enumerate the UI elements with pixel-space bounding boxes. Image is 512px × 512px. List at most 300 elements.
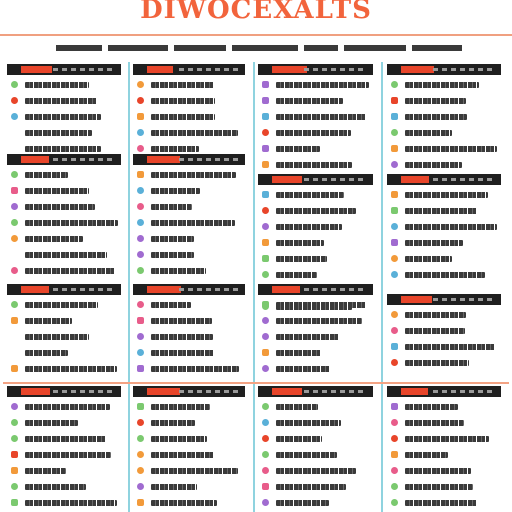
- list-item-text: [151, 236, 194, 242]
- panel-header: [7, 284, 121, 295]
- list-item-text: [25, 500, 117, 506]
- list-bullet-icon: [262, 97, 269, 104]
- panel-list-item: [7, 400, 125, 416]
- list-item-text: [25, 268, 115, 274]
- list-item-text: [276, 318, 362, 324]
- panel-list-item: [133, 94, 249, 110]
- cheat-sheet-panel: [387, 174, 505, 284]
- panel-header-tag: [147, 388, 180, 395]
- panel-list-item: [387, 110, 505, 126]
- panel-list-item: [7, 232, 125, 248]
- panel-list-item: [133, 78, 249, 94]
- list-bullet-icon: [391, 499, 398, 506]
- panel-header-tag: [401, 66, 434, 73]
- panel-list-item: [387, 220, 505, 236]
- list-item-text: [276, 208, 356, 214]
- list-item-text: [405, 208, 477, 214]
- list-bullet-icon: [391, 359, 398, 366]
- cheat-sheet-panel: [387, 64, 505, 174]
- list-item-text: [405, 162, 462, 168]
- list-item-text: [151, 302, 191, 308]
- list-item-text: [405, 452, 448, 458]
- page-heading: DIWOCEXALTS: [140, 0, 372, 24]
- panel-list-item: [7, 126, 125, 142]
- cheat-sheet-panel: [133, 284, 249, 378]
- panel-list-item: [133, 126, 249, 142]
- panel-list-item: [133, 314, 249, 330]
- list-item-text: [25, 452, 111, 458]
- list-item-text: [25, 146, 101, 152]
- panel-header: [133, 386, 245, 397]
- panel-list-item: [258, 158, 377, 174]
- list-bullet-icon: [262, 365, 269, 372]
- panel-list-item: [258, 298, 377, 314]
- list-item-text: [151, 420, 195, 426]
- panel-list-item: [258, 252, 377, 268]
- list-bullet-icon: [262, 467, 269, 474]
- list-item-text: [151, 452, 214, 458]
- panel-list-item: [387, 400, 505, 416]
- list-bullet-icon: [262, 317, 269, 324]
- panel-header-text: [304, 178, 367, 181]
- list-item-text: [151, 130, 238, 136]
- list-bullet-icon: [391, 403, 398, 410]
- panel-header-tag: [401, 296, 432, 303]
- list-bullet-icon: [262, 301, 269, 308]
- list-bullet-icon: [262, 271, 269, 278]
- panel-list-item: [258, 78, 377, 94]
- list-bullet-icon: [11, 403, 18, 410]
- panel-list-item: [258, 110, 377, 126]
- list-item-text: [276, 162, 352, 168]
- panel-list-item: [7, 416, 125, 432]
- list-bullet-icon: [11, 187, 18, 194]
- panel-list-item: [258, 314, 377, 330]
- panel-list-item: [133, 330, 249, 346]
- list-item-text: [276, 436, 322, 442]
- list-bullet-icon: [137, 187, 144, 194]
- panel-list-item: [387, 432, 505, 448]
- panel-list-item: [7, 496, 125, 512]
- list-bullet-icon: [262, 207, 269, 214]
- cheat-sheet-panel: [258, 64, 377, 174]
- list-item-text: [405, 192, 488, 198]
- list-item-text: [405, 436, 489, 442]
- list-bullet-icon: [137, 349, 144, 356]
- list-item-text: [276, 302, 366, 308]
- panel-list-item: [133, 432, 249, 448]
- panel-header: [133, 154, 245, 165]
- list-item-text: [25, 188, 89, 194]
- panel-header: [387, 64, 501, 75]
- panel-list-item: [387, 356, 505, 372]
- panel-header-text: [179, 390, 239, 393]
- list-bullet-icon: [137, 171, 144, 178]
- list-bullet-icon: [11, 301, 18, 308]
- list-item-text: [276, 130, 351, 136]
- list-bullet-icon: [11, 219, 18, 226]
- panel-list-item: [133, 362, 249, 378]
- list-bullet-icon: [11, 317, 18, 324]
- panel-list-item: [387, 78, 505, 94]
- list-item-text: [25, 252, 107, 258]
- list-bullet-icon: [391, 81, 398, 88]
- panel-list-item: [387, 480, 505, 496]
- panel-header-text: [53, 68, 115, 71]
- list-item-text: [151, 82, 214, 88]
- list-item-text: [151, 188, 200, 194]
- list-bullet-icon: [262, 223, 269, 230]
- list-bullet-icon: [137, 499, 144, 506]
- list-bullet-icon: [11, 97, 18, 104]
- panel-header-text: [304, 288, 367, 291]
- list-bullet-icon: [391, 239, 398, 246]
- list-bullet-icon: [391, 271, 398, 278]
- panel-list-item: [387, 236, 505, 252]
- panel-list-item: [133, 496, 249, 512]
- list-item-text: [151, 350, 214, 356]
- list-item-text: [405, 360, 469, 366]
- panel-list-item: [258, 362, 377, 378]
- list-item-text: [405, 404, 458, 410]
- panel-header-tag: [272, 286, 300, 293]
- panel-header-text: [53, 288, 115, 291]
- panel-header-text: [179, 158, 239, 161]
- list-item-text: [151, 252, 194, 258]
- list-bullet-icon: [391, 419, 398, 426]
- list-bullet-icon: [11, 435, 18, 442]
- list-item-text: [405, 468, 471, 474]
- panel-list-item: [258, 464, 377, 480]
- panel-list-item: [133, 184, 249, 200]
- list-bullet-icon: [11, 203, 18, 210]
- list-item-text: [405, 82, 479, 88]
- panel-list-item: [387, 94, 505, 110]
- panel-header-text: [433, 68, 495, 71]
- panel-list-item: [133, 480, 249, 496]
- list-item-text: [151, 318, 212, 324]
- list-bullet-icon: [262, 113, 269, 120]
- panel-list-item: [258, 496, 377, 512]
- panel-list-item: [387, 158, 505, 174]
- list-bullet-icon: [11, 365, 18, 372]
- panel-header: [7, 386, 121, 397]
- list-item-text: [151, 436, 207, 442]
- panel-list-item: [7, 216, 125, 232]
- list-bullet-icon: [391, 97, 398, 104]
- list-item-text: [276, 500, 329, 506]
- panel-list-item: [258, 188, 377, 204]
- list-bullet-icon: [391, 343, 398, 350]
- cheat-sheet-panel: [258, 386, 377, 512]
- panel-list-item: [7, 314, 125, 330]
- list-bullet-icon: [137, 129, 144, 136]
- panel-list-item: [133, 216, 249, 232]
- list-item-text: [276, 366, 330, 372]
- panel-list-item: [7, 168, 125, 184]
- page-subtitle: [50, 41, 470, 55]
- panel-header-text: [433, 298, 495, 301]
- list-bullet-icon: [11, 235, 18, 242]
- panel-header: [387, 174, 501, 185]
- panel-header: [387, 294, 501, 305]
- list-item-text: [151, 220, 235, 226]
- panel-list-item: [387, 204, 505, 220]
- column-divider: [253, 62, 255, 512]
- panel-header-tag: [147, 156, 180, 163]
- panel-list-item: [7, 346, 125, 362]
- list-item-text: [151, 468, 238, 474]
- panel-list-item: [258, 480, 377, 496]
- list-bullet-icon: [262, 191, 269, 198]
- cheat-sheet-panel: [258, 284, 377, 378]
- list-item-text: [276, 146, 320, 152]
- list-item-text: [25, 302, 98, 308]
- panel-list-item: [133, 264, 249, 280]
- panel-header-text: [53, 158, 115, 161]
- list-item-text: [151, 204, 192, 210]
- panel-header-text: [179, 288, 239, 291]
- cheat-sheet-panel: [387, 386, 505, 512]
- list-bullet-icon: [262, 403, 269, 410]
- list-item-text: [25, 318, 72, 324]
- list-bullet-icon: [262, 81, 269, 88]
- panel-header: [258, 386, 373, 397]
- list-item-text: [276, 484, 346, 490]
- panel-list-item: [258, 126, 377, 142]
- list-item-text: [25, 484, 86, 490]
- list-bullet-icon: [391, 483, 398, 490]
- list-item-text: [405, 240, 463, 246]
- list-item-text: [405, 328, 465, 334]
- list-item-text: [405, 484, 473, 490]
- panel-header-tag: [272, 66, 307, 73]
- list-item-text: [25, 98, 97, 104]
- list-item-text: [276, 256, 327, 262]
- panel-list-item: [133, 416, 249, 432]
- list-bullet-icon: [137, 267, 144, 274]
- cheat-sheet-panel: [133, 154, 249, 280]
- list-bullet-icon: [137, 81, 144, 88]
- list-bullet-icon: [391, 145, 398, 152]
- panel-list-item: [133, 346, 249, 362]
- list-item-text: [276, 98, 343, 104]
- list-item-text: [405, 420, 464, 426]
- list-item-text: [405, 114, 467, 120]
- list-bullet-icon: [262, 333, 269, 340]
- list-item-text: [25, 236, 83, 242]
- list-bullet-icon: [391, 311, 398, 318]
- panel-header-tag: [272, 176, 302, 183]
- panel-list-item: [133, 248, 249, 264]
- list-bullet-icon: [262, 161, 269, 168]
- list-item-text: [276, 350, 321, 356]
- list-bullet-icon: [11, 467, 18, 474]
- list-item-text: [276, 82, 369, 88]
- panel-list-item: [258, 94, 377, 110]
- panel-list-item: [133, 110, 249, 126]
- panel-list-item: [7, 78, 125, 94]
- list-bullet-icon: [262, 349, 269, 356]
- panel-list-item: [387, 448, 505, 464]
- panel-list-item: [387, 126, 505, 142]
- panel-list-item: [387, 340, 505, 356]
- list-item-text: [276, 114, 366, 120]
- panel-list-item: [258, 330, 377, 346]
- panel-list-item: [258, 416, 377, 432]
- list-item-text: [151, 268, 206, 274]
- list-item-text: [25, 82, 89, 88]
- list-bullet-icon: [11, 419, 18, 426]
- panel-list-item: [258, 448, 377, 464]
- panel-header: [7, 154, 121, 165]
- panel-list-item: [387, 308, 505, 324]
- list-bullet-icon: [137, 333, 144, 340]
- list-item-text: [151, 114, 215, 120]
- panel-list-item: [258, 268, 377, 284]
- list-item-text: [151, 146, 199, 152]
- list-bullet-icon: [391, 129, 398, 136]
- list-bullet-icon: [262, 255, 269, 262]
- list-bullet-icon: [262, 145, 269, 152]
- panel-list-item: [258, 346, 377, 362]
- list-item-text: [25, 350, 68, 356]
- panel-header: [133, 64, 245, 75]
- list-item-text: [25, 204, 95, 210]
- list-bullet-icon: [137, 219, 144, 226]
- list-bullet-icon: [11, 113, 18, 120]
- panel-list-item: [133, 298, 249, 314]
- panel-list-item: [7, 248, 125, 264]
- list-item-text: [151, 98, 215, 104]
- list-bullet-icon: [262, 419, 269, 426]
- cheat-sheet-panel: [7, 284, 125, 378]
- list-bullet-icon: [137, 251, 144, 258]
- panel-list-item: [258, 236, 377, 252]
- list-item-text: [405, 272, 485, 278]
- panel-list-item: [7, 448, 125, 464]
- list-item-text: [25, 130, 92, 136]
- panel-header-tag: [21, 156, 49, 163]
- list-bullet-icon: [262, 129, 269, 136]
- list-item-text: [276, 452, 337, 458]
- panel-header-text: [304, 68, 367, 71]
- cheat-sheet-panel: [133, 386, 249, 512]
- list-bullet-icon: [391, 161, 398, 168]
- list-item-text: [276, 272, 317, 278]
- panel-header-tag: [147, 66, 173, 73]
- list-item-text: [276, 404, 318, 410]
- panel-list-item: [133, 448, 249, 464]
- list-bullet-icon: [262, 483, 269, 490]
- subtitle-scribble: [50, 41, 470, 55]
- list-bullet-icon: [262, 499, 269, 506]
- panel-list-item: [258, 204, 377, 220]
- panel-list-item: [258, 142, 377, 158]
- list-bullet-icon: [137, 365, 144, 372]
- list-item-text: [151, 334, 213, 340]
- list-item-text: [25, 220, 118, 226]
- list-bullet-icon: [391, 113, 398, 120]
- list-bullet-icon: [11, 81, 18, 88]
- list-item-text: [25, 468, 66, 474]
- column-divider: [381, 62, 383, 512]
- list-item-text: [405, 500, 477, 506]
- list-bullet-icon: [391, 451, 398, 458]
- list-bullet-icon: [391, 207, 398, 214]
- list-item-text: [151, 172, 236, 178]
- list-item-text: [25, 404, 110, 410]
- panel-header-tag: [401, 176, 429, 183]
- column-divider: [128, 62, 130, 512]
- panel-list-item: [133, 200, 249, 216]
- panel-header-text: [53, 390, 115, 393]
- list-item-text: [405, 98, 466, 104]
- panel-list-item: [7, 200, 125, 216]
- panel-list-item: [7, 94, 125, 110]
- list-bullet-icon: [137, 317, 144, 324]
- list-bullet-icon: [11, 171, 18, 178]
- list-bullet-icon: [262, 451, 269, 458]
- panel-header-tag: [401, 388, 428, 395]
- panel-list-item: [7, 264, 125, 280]
- panel-header: [387, 386, 501, 397]
- list-item-text: [276, 240, 324, 246]
- panel-header-text: [179, 68, 239, 71]
- list-item-text: [276, 468, 356, 474]
- panel-header: [258, 284, 373, 295]
- panel-list-item: [387, 496, 505, 512]
- list-bullet-icon: [391, 327, 398, 334]
- list-item-text: [276, 192, 344, 198]
- panel-header: [258, 174, 373, 185]
- panel-list-item: [258, 400, 377, 416]
- list-bullet-icon: [137, 113, 144, 120]
- panel-list-item: [258, 432, 377, 448]
- list-bullet-icon: [137, 145, 144, 152]
- panel-list-item: [387, 416, 505, 432]
- list-bullet-icon: [137, 97, 144, 104]
- panel-list-item: [133, 464, 249, 480]
- list-bullet-icon: [391, 223, 398, 230]
- list-bullet-icon: [11, 451, 18, 458]
- panel-header-text: [433, 390, 495, 393]
- cheat-sheet-board: [3, 62, 509, 512]
- cheat-sheet-panel: [133, 64, 249, 158]
- panel-header: [7, 64, 121, 75]
- list-item-text: [25, 366, 117, 372]
- list-bullet-icon: [137, 235, 144, 242]
- cheat-sheet-panel: [7, 154, 125, 280]
- panel-list-item: [7, 298, 125, 314]
- list-item-text: [151, 366, 239, 372]
- list-item-text: [25, 334, 89, 340]
- list-bullet-icon: [11, 267, 18, 274]
- panel-list-item: [258, 220, 377, 236]
- panel-list-item: [7, 110, 125, 126]
- list-bullet-icon: [391, 255, 398, 262]
- cheat-sheet-panel: [387, 294, 505, 372]
- header-rule: [0, 34, 512, 36]
- list-item-text: [151, 500, 217, 506]
- list-item-text: [151, 484, 197, 490]
- list-bullet-icon: [137, 467, 144, 474]
- panel-list-item: [133, 232, 249, 248]
- panel-header: [133, 284, 245, 295]
- panel-header-text: [433, 178, 495, 181]
- panel-header-text: [304, 390, 367, 393]
- list-bullet-icon: [11, 499, 18, 506]
